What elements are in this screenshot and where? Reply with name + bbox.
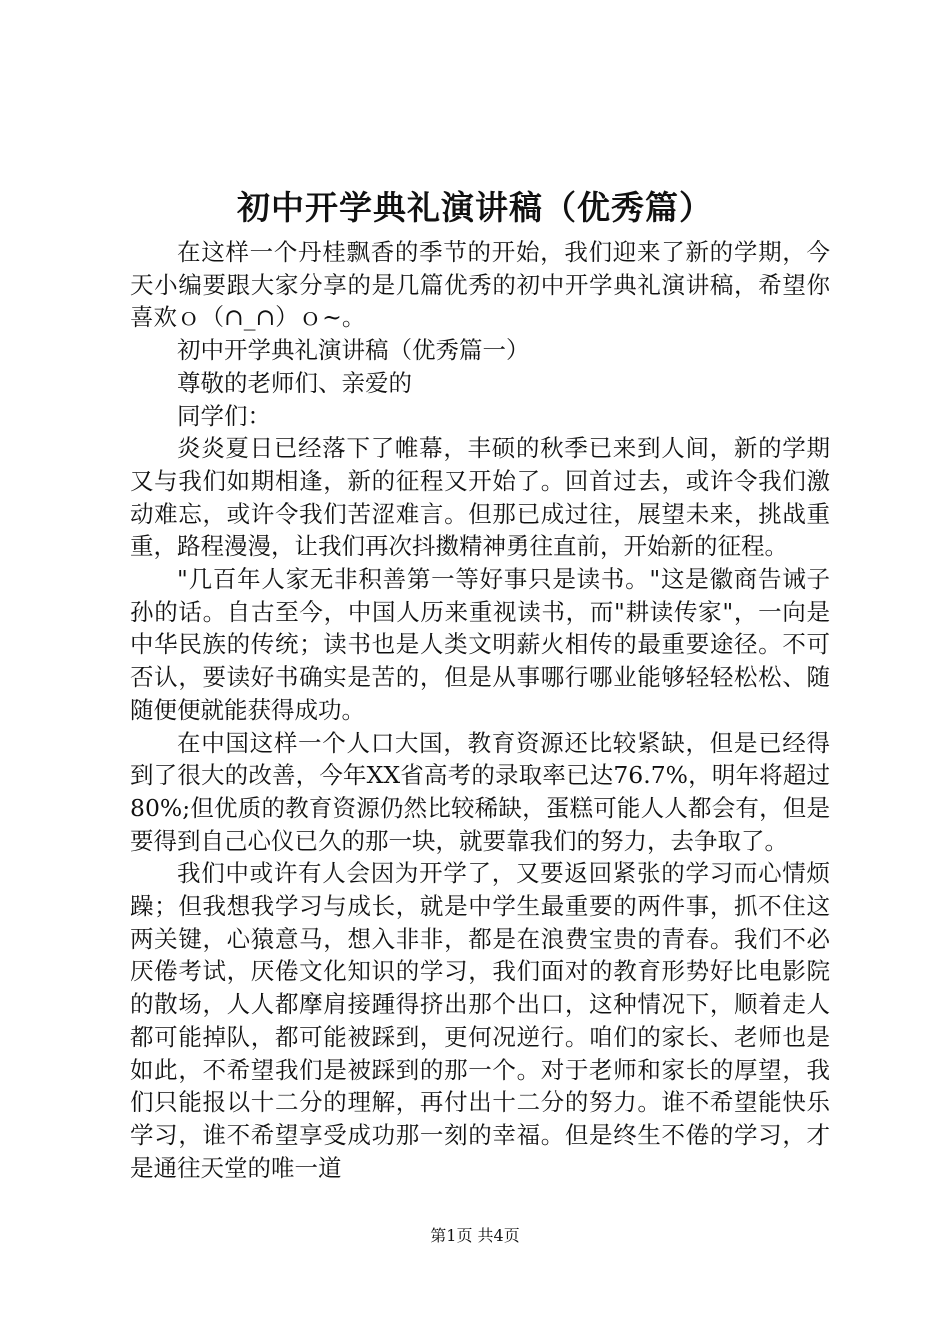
- salutation-line: 同学们：: [177, 401, 271, 430]
- body-paragraph: 炎炎夏日已经落下了帷幕，丰硕的秋季已来到人间，新的学期又与我们如期相逢，新的征程又开始了。回首过去，或许令我们激动难忘，或许令我们苦涩难言。但那已成过往，展望未来，挑战重重，路程漫漫，让我们再次抖擞精神勇往直前，开始新的征程。: [130, 434, 830, 561]
- body-paragraph: "几百年人家无非积善第一等好事只是读书。"这是徽商告诫子孙的话。自古至今，中国人历来重视读书，而"耕读传家"，一向是中华民族的传统；读书也是人类文明薪火相传的最重要途径。不可否认，要读好书确实是苦的，但是从事哪行哪业能够轻轻松松、随随便便就能获得成功。: [130, 565, 830, 724]
- body-paragraph: 我们中或许有人会因为开学了，又要返回紧张的学习而心情烦躁；但我想我学习与成长，就是中学生最重要的两件事，抓不住这两关键，心猿意马，想入非非，都是在浪费宝贵的青春。我们不必厌倦考试，厌倦文化知识的学习，我们面对的教育形势好比电影院的散场，人人都摩肩接踵得挤出那个出口，这种情况下，顺着走人都可能掉队，都可能被踩到，更何况逆行。咱们的家长、老师也是如此，不希望我们是被踩到的那一个。对于老师和家长的厚望，我们只能报以十二分的理解，再付出十二分的努力。谁不希望能快乐学习，谁不希望享受成功那一刻的幸福。但是终生不倦的学习，才是通往天堂的唯一道: [130, 859, 830, 1182]
- section-heading: 初中开学典礼演讲稿（优秀篇一）: [177, 336, 530, 365]
- intro-paragraph: 在这样一个丹桂飘香的季节的开始，我们迎来了新的学期，今天小编要跟大家分享的是几篇优秀的初中开学典礼演讲稿，希望你喜欢ｏ（∩_∩）ｏ~。: [130, 238, 830, 332]
- document-title: 初中开学典礼演讲稿（优秀篇）: [237, 188, 713, 227]
- page-footer: 第1页 共4页: [430, 1226, 520, 1245]
- salutation-line: 尊敬的老师们、亲爱的: [177, 368, 412, 397]
- body-paragraph: 在中国这样一个人口大国，教育资源还比较紧缺，但是已经得到了很大的改善，今年XX省高考的录取率已达76.7%，明年将超过80%;但优质的教育资源仍然比较稀缺，蛋糕可能人人都会有，但是要得到自己心仪已久的那一块，就要靠我们的努力，去争取了。: [130, 728, 830, 855]
- document-body: [130, 236, 830, 1184]
